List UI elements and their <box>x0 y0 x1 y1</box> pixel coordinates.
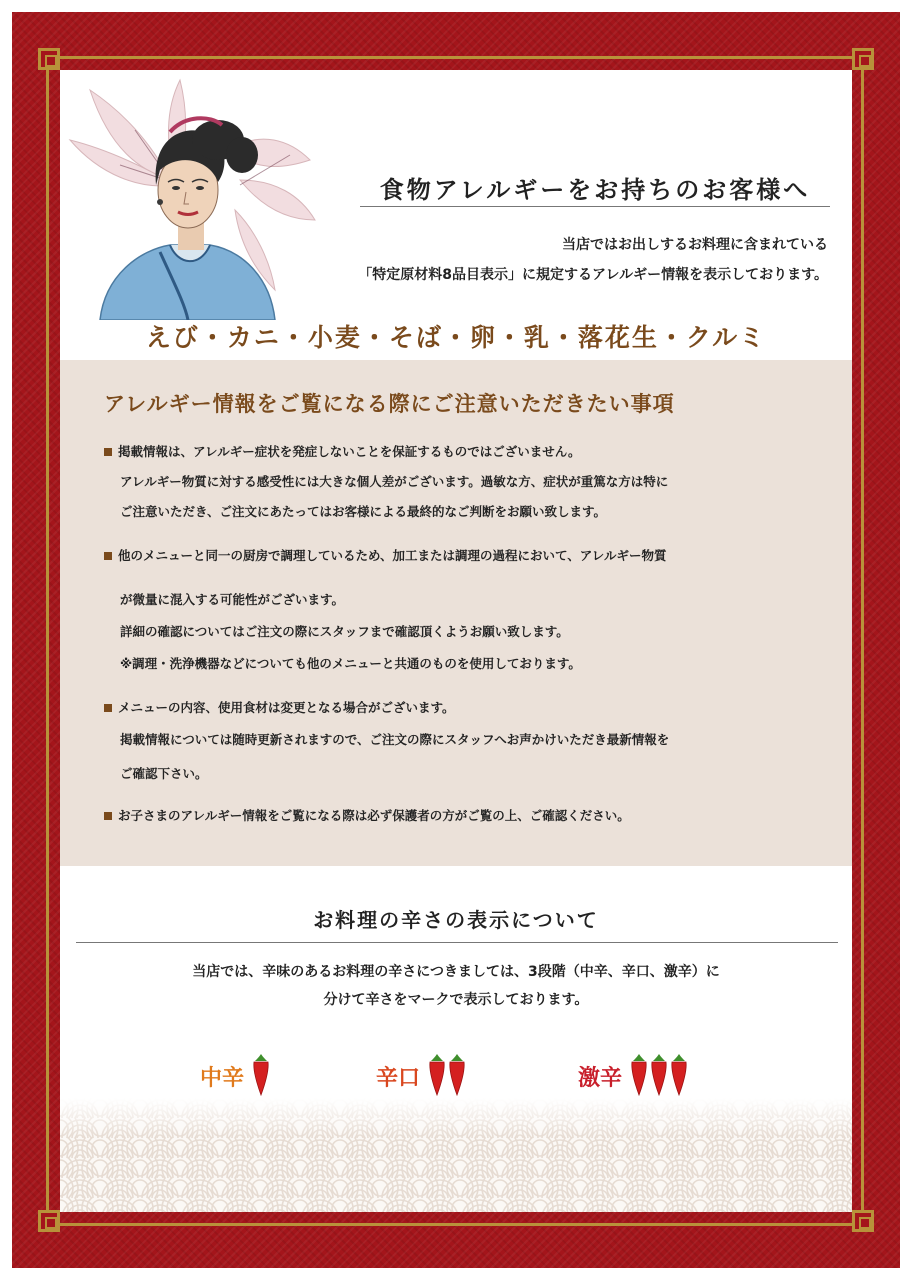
corner-ornament <box>852 48 874 70</box>
notice-item <box>104 806 630 824</box>
notice-sub: が微量に混入する可能性がございます。 <box>120 592 345 607</box>
bullet-square-icon <box>104 552 112 560</box>
bullet-square-icon <box>104 812 112 820</box>
notice-sub: ※調理・洗浄機器などについても他のメニューと共通のものを使用しております。 <box>120 656 581 671</box>
spicy-desc-line: 分けて辛さをマークで表示しております。 <box>323 992 589 1008</box>
bullet-square-icon <box>104 704 112 712</box>
notice-lead: メニューの内容、使用食材は変更となる場合がございます。 <box>118 700 455 715</box>
spicy-description <box>60 958 852 1014</box>
notice-sub: 掲載情報については随時更新されますので、ご注文の際にスタッフへお声かけいただき最新情報を <box>120 732 670 747</box>
spice-level-label: 辛口 <box>376 1065 421 1091</box>
notice-item <box>104 442 580 460</box>
corner-ornament <box>852 1210 874 1232</box>
chili-pepper-icon <box>428 1052 446 1096</box>
notice-sub: ご注意いただき、ご注文にあたってはお客様による最終的なご判断をお願い致します。 <box>120 504 607 519</box>
chili-pepper-icon <box>650 1052 668 1096</box>
pepper-icons <box>252 1052 272 1100</box>
woman-portrait-illustration <box>60 70 330 320</box>
notice-lead: お子さまのアレルギー情報をご覧になる際は必ず保護者の方がご覧の上、ご確認ください。 <box>118 808 630 823</box>
spice-level-extra-hot <box>578 1052 690 1100</box>
page-title: 食物アレルギーをお持ちのお客様へ <box>379 176 811 204</box>
notice-heading: アレルギー情報をご覧になる際にご注意いただきたい事項 <box>104 392 675 416</box>
chili-pepper-icon <box>448 1052 466 1096</box>
allergen-list: えび・カニ・小麦・そば・卵・乳・落花生・クルミ <box>145 323 767 352</box>
chili-pepper-icon <box>630 1052 648 1096</box>
spicy-section-title: お料理の辛さの表示について <box>313 908 599 932</box>
notice-sub: アレルギー物質に対する感受性には大きな個人差がございます。過敏な方、症状が重篤な方は特に <box>120 474 669 489</box>
notice-sub: ご確認下さい。 <box>120 766 208 781</box>
intro-line: 当店ではお出しするお料理に含まれている <box>562 237 828 253</box>
title-divider <box>360 206 830 207</box>
notice-item <box>104 698 455 716</box>
notice-section <box>60 360 852 866</box>
intro-line: 「特定原材料8品目表示」に規定するアレルギー情報を表示しております。 <box>358 267 828 283</box>
spice-level-hot <box>376 1052 468 1100</box>
spice-level-label: 激辛 <box>578 1065 623 1091</box>
intro-text <box>358 230 828 290</box>
chili-pepper-icon <box>252 1052 270 1096</box>
corner-ornament <box>38 48 60 70</box>
wave-pattern-decoration <box>60 1098 852 1212</box>
spicy-desc-line: 当店では、辛味のあるお料理の辛さにつきましては、3段階（中辛、辛口、激辛）に <box>192 964 720 980</box>
spice-level-label: 中辛 <box>200 1065 245 1091</box>
notice-item <box>104 546 666 564</box>
spicy-divider <box>76 942 838 943</box>
bullet-square-icon <box>104 448 112 456</box>
content-panel <box>60 70 852 1212</box>
spice-level-mild <box>200 1052 272 1100</box>
notice-lead: 掲載情報は、アレルギー症状を発症しないことを保証するものではございません。 <box>118 444 581 459</box>
chili-pepper-icon <box>670 1052 688 1096</box>
pepper-icons <box>428 1052 468 1100</box>
notice-lead: 他のメニューと同一の厨房で調理しているため、加工または調理の過程において、アレルギー物質 <box>118 548 667 563</box>
notice-sub: 詳細の確認についてはご注文の際にスタッフまで確認頂くようお願い致します。 <box>120 624 569 639</box>
corner-ornament <box>38 1210 60 1232</box>
pepper-icons <box>630 1052 690 1100</box>
